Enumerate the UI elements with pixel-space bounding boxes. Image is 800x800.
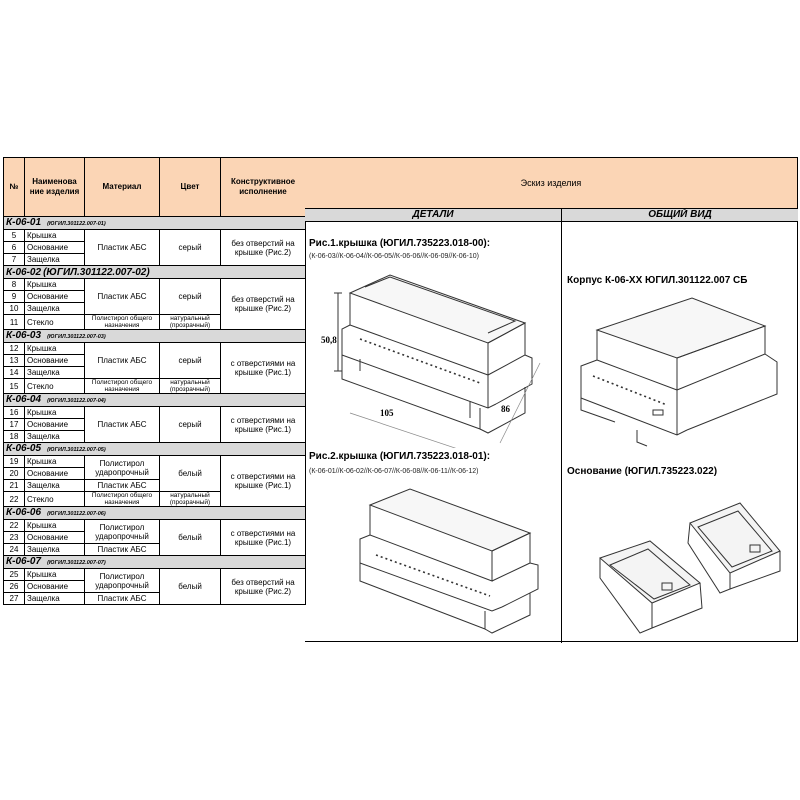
- fig2-variants: (К-06-01//К-06-02//К-06-07//К-06-08//К-06-11//К-06-12): [309, 468, 479, 475]
- spec-sheet: [3, 157, 798, 642]
- table-body: [4, 217, 306, 605]
- row-number: 7: [4, 254, 25, 266]
- part-material: Полистирол ударопрочный: [85, 456, 160, 480]
- assembly-caption: Корпус К-06-ХХ ЮГИЛ.301122.007 СБ: [567, 275, 748, 286]
- sketch-panel: [305, 157, 798, 642]
- part-name: Крышка: [25, 569, 85, 581]
- group-cell: [4, 394, 306, 407]
- fig2-caption: Рис.2.крышка (ЮГИЛ.735223.018-01):: [309, 451, 491, 462]
- group-row: [4, 507, 306, 520]
- col-header-name: Наименова ние изделия: [25, 158, 85, 217]
- col-header-color: Цвет: [160, 158, 221, 217]
- table-row: [4, 407, 306, 419]
- row-number: 13: [4, 355, 25, 367]
- group-row: [4, 556, 306, 569]
- enclosure-base-drawing: [590, 483, 795, 638]
- table-row: [4, 456, 306, 468]
- group-row: [4, 266, 306, 279]
- part-material: Полистирол ударопрочный: [85, 569, 160, 593]
- dim-depth: 86: [501, 404, 510, 414]
- part-name: Крышка: [25, 407, 85, 419]
- construction-variant: с отверстиями на крышке (Рис.1): [221, 520, 306, 556]
- part-material: Пластик АБС: [85, 279, 160, 315]
- row-number: 25: [4, 569, 25, 581]
- latch-material: Пластик АБС: [85, 480, 160, 492]
- latch-material: Пластик АБС: [85, 593, 160, 605]
- group-cell: [4, 556, 306, 569]
- row-number: 10: [4, 303, 25, 315]
- group-title: К-06-04: [6, 393, 42, 405]
- group-title: К-06-01: [6, 216, 42, 228]
- row-number: 27: [4, 593, 25, 605]
- glass-color: натуральный (прозрачный): [160, 315, 221, 330]
- group-title: К-06-03: [6, 329, 42, 341]
- part-name: Основание: [25, 468, 85, 480]
- part-color: белый: [160, 520, 221, 556]
- group-row: [4, 443, 306, 456]
- part-color: белый: [160, 456, 221, 492]
- row-number: 12: [4, 343, 25, 355]
- group-code: (ЮГИЛ.301122.007-04): [47, 397, 106, 404]
- overview-label: ОБЩИЙ ВИД: [562, 209, 798, 222]
- fig1-variants: (К-06-03//К-06-04//К-06-05//К-06-06//К-06-09//К-06-10): [309, 253, 479, 260]
- group-code: (ЮГИЛ.301122.007-07): [47, 559, 106, 566]
- part-name: Защелка: [25, 593, 85, 605]
- group-title: К-06-06: [6, 506, 42, 518]
- group-code: (ЮГИЛ.301122.007-05): [47, 446, 106, 453]
- group-code: (ЮГИЛ.301122.007-06): [47, 510, 106, 517]
- row-number: 8: [4, 279, 25, 291]
- part-material: Пластик АБС: [85, 407, 160, 443]
- dim-length: 105: [380, 408, 394, 418]
- table-row: [4, 279, 306, 291]
- enclosure-lid-vented-drawing: [320, 263, 555, 448]
- part-name: Стекло: [25, 379, 85, 394]
- row-number: 6: [4, 242, 25, 254]
- row-number: 22: [4, 492, 25, 507]
- glass-material: Полистирол общего назначения: [85, 315, 160, 330]
- row-number: 11: [4, 315, 25, 330]
- table-row: [4, 343, 306, 355]
- part-name: Защелка: [25, 544, 85, 556]
- row-number: 5: [4, 230, 25, 242]
- group-cell: [4, 217, 306, 230]
- part-name: Защелка: [25, 303, 85, 315]
- part-material: Пластик АБС: [85, 343, 160, 379]
- part-name: Крышка: [25, 343, 85, 355]
- sketch-header: Эскиз изделия: [305, 158, 797, 209]
- group-cell: [4, 330, 306, 343]
- part-name: Крышка: [25, 230, 85, 242]
- row-number: 17: [4, 419, 25, 431]
- table-row: [4, 569, 306, 581]
- part-color: серый: [160, 230, 221, 266]
- part-name: Защелка: [25, 480, 85, 492]
- part-name: Защелка: [25, 254, 85, 266]
- construction-variant: без отверстий на крышке (Рис.2): [221, 279, 306, 330]
- construction-variant: без отверстий на крышке (Рис.2): [221, 230, 306, 266]
- col-header-construction: Конструктивное исполнение: [221, 158, 306, 217]
- group-code: (ЮГИЛ.301122.007-01): [47, 220, 106, 227]
- group-title: К-06-02: [6, 266, 42, 278]
- group-title: К-06-07: [6, 555, 42, 567]
- col-header-material: Материал: [85, 158, 160, 217]
- part-name: Стекло: [25, 492, 85, 507]
- part-color: серый: [160, 343, 221, 379]
- col-header-num: №: [4, 158, 25, 217]
- base-caption: Основание (ЮГИЛ.735223.022): [567, 466, 718, 477]
- glass-material: Полистирол общего назначения: [85, 379, 160, 394]
- details-label: ДЕТАЛИ: [305, 209, 561, 222]
- group-cell: [4, 507, 306, 520]
- part-name: Крышка: [25, 456, 85, 468]
- glass-material: Полистирол общего назначения: [85, 492, 160, 507]
- part-name: Основание: [25, 581, 85, 593]
- part-color: серый: [160, 279, 221, 315]
- row-number: 19: [4, 456, 25, 468]
- group-row: [4, 394, 306, 407]
- row-number: 21: [4, 480, 25, 492]
- part-name: Защелка: [25, 367, 85, 379]
- row-number: 15: [4, 379, 25, 394]
- part-material: Полистирол ударопрочный: [85, 520, 160, 544]
- latch-material: Пластик АБС: [85, 544, 160, 556]
- row-number: 22: [4, 520, 25, 532]
- row-number: 18: [4, 431, 25, 443]
- part-name: Основание: [25, 355, 85, 367]
- dim-height: 50,8: [321, 335, 337, 345]
- group-row: [4, 330, 306, 343]
- construction-variant: с отверстиями на крышке (Рис.1): [221, 456, 306, 507]
- group-cell: [4, 266, 306, 279]
- group-cell: [4, 443, 306, 456]
- part-name: Защелка: [25, 431, 85, 443]
- row-number: 14: [4, 367, 25, 379]
- part-name: Стекло: [25, 315, 85, 330]
- column-divider: [561, 209, 562, 643]
- part-name: Основание: [25, 291, 85, 303]
- part-name: Основание: [25, 419, 85, 431]
- group-code: (ЮГИЛ.301122.007-02): [43, 266, 150, 278]
- part-name: Крышка: [25, 279, 85, 291]
- construction-variant: с отверстиями на крышке (Рис.1): [221, 407, 306, 443]
- group-row: [4, 217, 306, 230]
- part-material: Пластик АБС: [85, 230, 160, 266]
- enclosure-assembly-drawing: [567, 290, 795, 448]
- table-header-row: [4, 158, 306, 217]
- row-number: 20: [4, 468, 25, 480]
- glass-color: натуральный (прозрачный): [160, 379, 221, 394]
- part-name: Основание: [25, 532, 85, 544]
- enclosure-lid-solid-drawing: [340, 483, 555, 638]
- row-number: 9: [4, 291, 25, 303]
- construction-variant: без отверстий на крышке (Рис.2): [221, 569, 306, 605]
- spec-table: [3, 157, 306, 605]
- part-color: серый: [160, 407, 221, 443]
- part-color: белый: [160, 569, 221, 605]
- fig1-caption: Рис.1.крышка (ЮГИЛ.735223.018-00):: [309, 238, 491, 249]
- glass-color: натуральный (прозрачный): [160, 492, 221, 507]
- part-name: Крышка: [25, 520, 85, 532]
- row-number: 24: [4, 544, 25, 556]
- row-number: 23: [4, 532, 25, 544]
- group-title: К-06-05: [6, 442, 42, 454]
- table-row: [4, 230, 306, 242]
- construction-variant: с отверстиями на крышке (Рис.1): [221, 343, 306, 394]
- group-code: (ЮГИЛ.301122.007-03): [47, 333, 106, 340]
- row-number: 26: [4, 581, 25, 593]
- part-name: Основание: [25, 242, 85, 254]
- row-number: 16: [4, 407, 25, 419]
- table-row: [4, 520, 306, 532]
